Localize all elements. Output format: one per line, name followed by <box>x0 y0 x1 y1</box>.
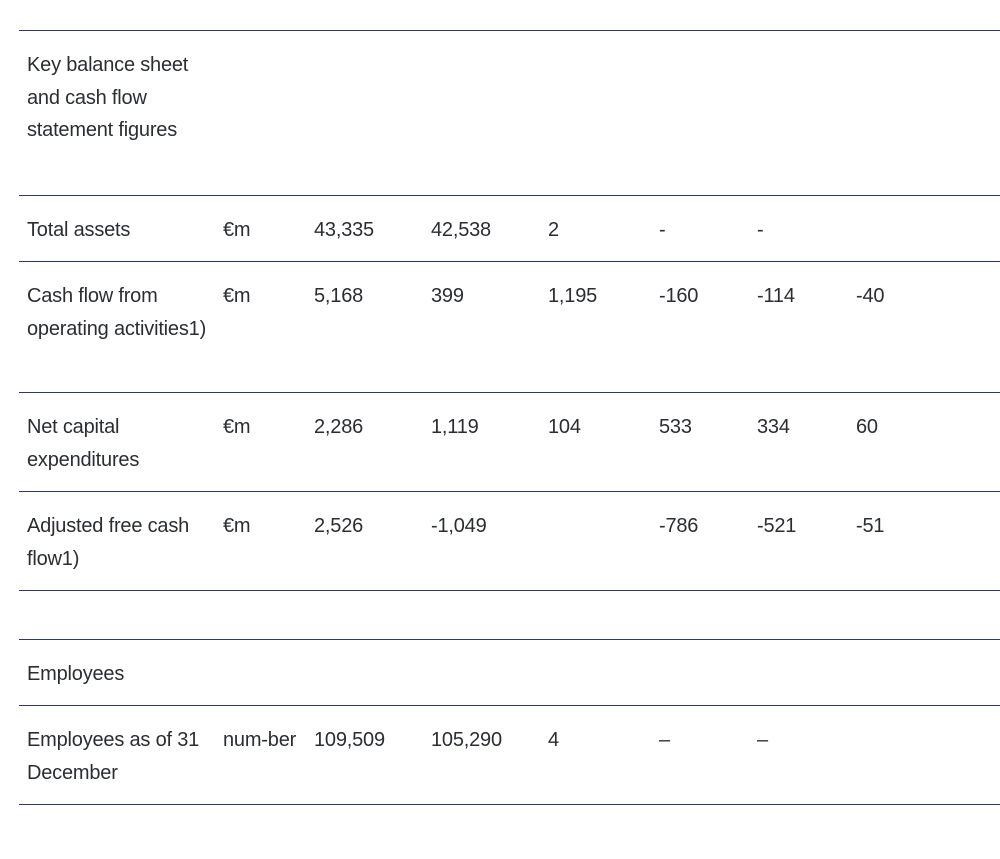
row-value: – <box>651 706 749 805</box>
spacer-row <box>19 590 1000 639</box>
row-value: 399 <box>423 262 540 393</box>
row-value: 104 <box>540 393 651 492</box>
key-figures-table <box>19 30 1000 805</box>
row-label: Employees as of 31 December <box>19 706 215 805</box>
row-unit: €m <box>215 393 306 492</box>
row-value: 1,119 <box>423 393 540 492</box>
row-value: 2,526 <box>306 492 423 591</box>
row-value: 105,290 <box>423 706 540 805</box>
row-value: 533 <box>651 393 749 492</box>
row-label: Cash flow from operating activities1) <box>19 262 215 393</box>
row-unit: €m <box>215 195 306 262</box>
row-value <box>540 492 651 591</box>
employees-header-row <box>19 639 1000 706</box>
section-header-row <box>19 31 1000 196</box>
row-value: 1,195 <box>540 262 651 393</box>
row-unit: num-ber <box>215 706 306 805</box>
row-value: 2,286 <box>306 393 423 492</box>
row-value: -51 <box>848 492 1000 591</box>
row-value: - <box>651 195 749 262</box>
row-unit: €m <box>215 492 306 591</box>
section-title: Key balance sheet and cash flow statement figures <box>19 31 215 196</box>
row-value: 5,168 <box>306 262 423 393</box>
row-value: - <box>749 195 848 262</box>
row-value: 43,335 <box>306 195 423 262</box>
row-label: Net capital expenditures <box>19 393 215 492</box>
row-value: 4 <box>540 706 651 805</box>
table-row <box>19 393 1000 492</box>
row-unit: €m <box>215 262 306 393</box>
row-value: -160 <box>651 262 749 393</box>
row-value: -40 <box>848 262 1000 393</box>
row-value: 109,509 <box>306 706 423 805</box>
row-value: -114 <box>749 262 848 393</box>
row-value: 2 <box>540 195 651 262</box>
row-label: Adjusted free cash flow1) <box>19 492 215 591</box>
employees-title: Employees <box>19 639 215 706</box>
row-value: -1,049 <box>423 492 540 591</box>
row-value: 334 <box>749 393 848 492</box>
table-row <box>19 706 1000 805</box>
table-row <box>19 262 1000 393</box>
row-value: 60 <box>848 393 1000 492</box>
table-row <box>19 195 1000 262</box>
table-row <box>19 492 1000 591</box>
row-value <box>848 706 1000 805</box>
row-value <box>848 195 1000 262</box>
row-value: – <box>749 706 848 805</box>
row-value: -521 <box>749 492 848 591</box>
row-value: -786 <box>651 492 749 591</box>
row-label: Total assets <box>19 195 215 262</box>
row-value: 42,538 <box>423 195 540 262</box>
